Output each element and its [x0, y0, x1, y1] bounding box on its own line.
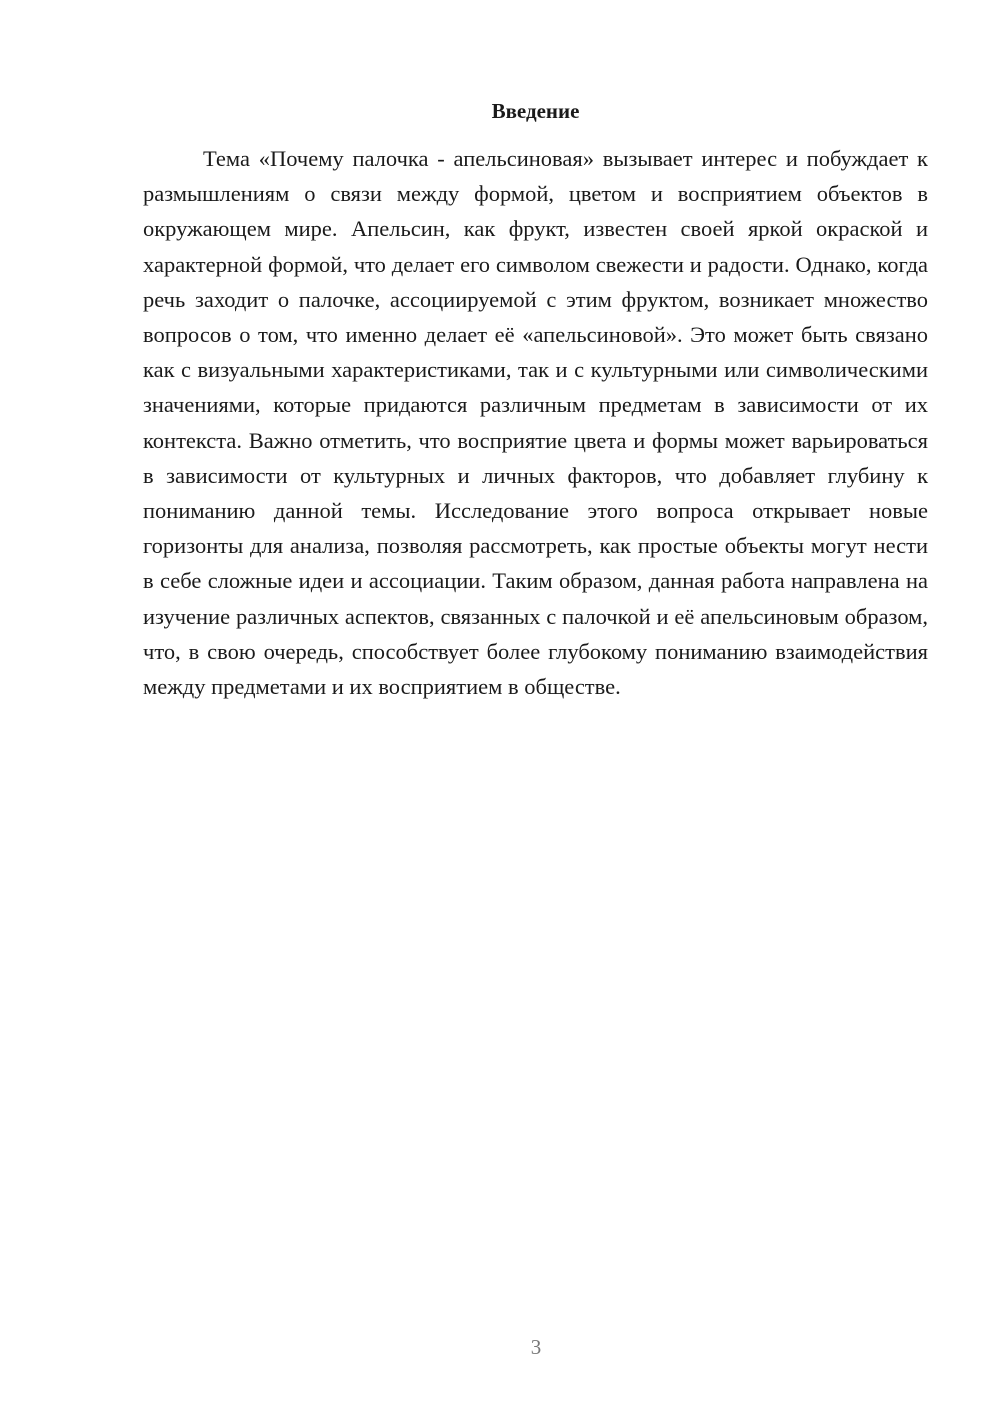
page-number: 3: [530, 1335, 542, 1359]
body-paragraph: Тема «Почему палочка - апельсиновая» вызывает интерес и побуждает к размышлениям о связи между формой, цветом и восприятием объектов в окружающем мире. Апельсин, как фрукт, известен своей яркой окраской и характерной формой, что делает его символом свежести и радости. Однако, когда речь заходит о палочке, ассоциируемой с этим фруктом, возникает множество вопросов о том, что именно делает её «апельсиновой». Это может быть связано как с визуальными характеристиками, так и с культурными или символическими значениями, которые придаются различным предметам в зависимости от их контекста. Важно отметить, что восприятие цвета и формы может варьироваться в зависимости от культурных и личных факторов, что добавляет глубину к пониманию данной темы. Исследование этого вопроса открывает новые горизонты для анализа, позволяя рассмотреть, как простые объекты могут нести в себе сложные идеи и ассоциации. Таким образом, данная работа направлена на изучение различных аспектов, связанных с палочкой и её апельсиновым образом, что, в свою очередь, способствует более глубокому пониманию взаимодействия между предметами и их восприятием в обществе.: [143, 146, 928, 700]
section-heading: Введение: [491, 99, 580, 123]
